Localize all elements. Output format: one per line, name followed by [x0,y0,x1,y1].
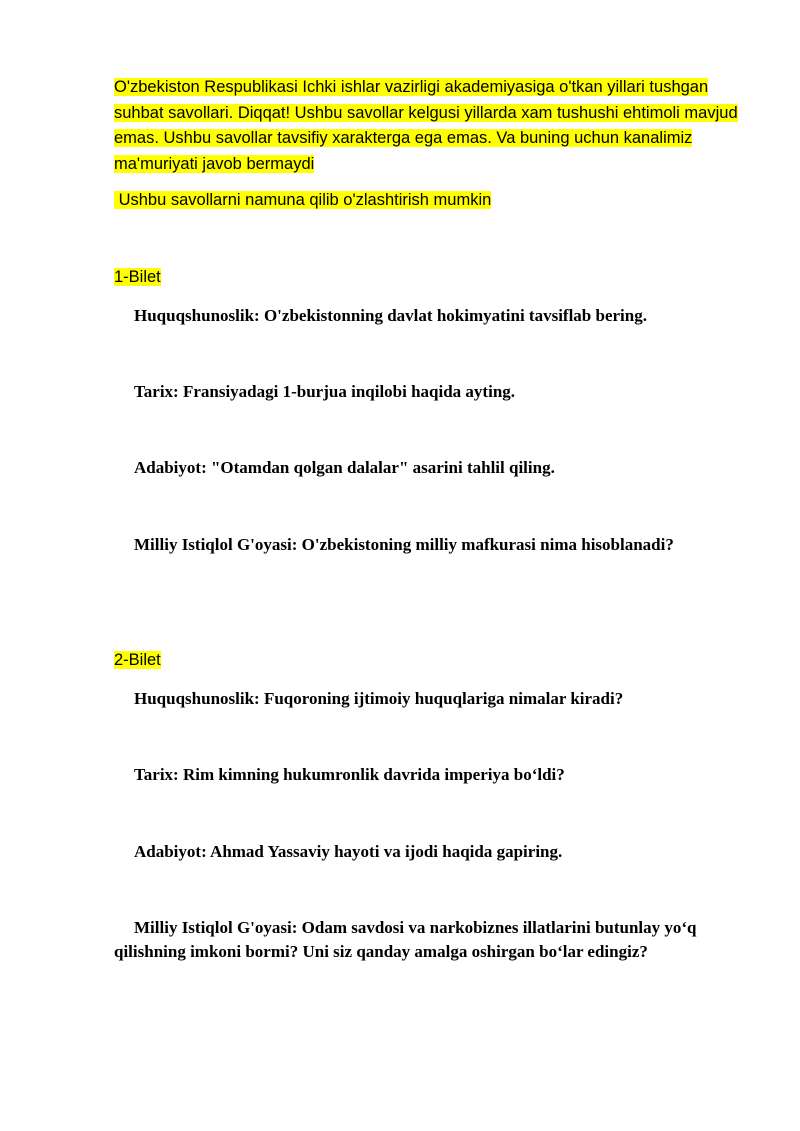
ticket-1-title-text: 1-Bilet [114,268,161,286]
intro-text: O'zbekiston Respublikasi Ichki ishlar vazirligi akademiyasiga o'tkan yillari tushgan suhbat savollari. Diqqat! Ushbu savollar kelgusi yillarda xam tushushi ehtimoli mavjud emas. Ushbu savollar tavsifiy xarakterga ega emas. Va buning uchun kanalimiz ma'muriyati javob bermaydi [114,78,738,173]
ticket-2-question-1: Huquqshunoslik: Fuqoroning ijtimoiy huquqlariga nimalar kiradi? [134,689,624,708]
ticket-1-title [114,266,161,288]
subline-text: Ushbu savollarni namuna qilib o'zlashtirish mumkin [114,191,492,209]
ticket-1-question-2: Tarix: Fransiyadagi 1-burjua inqilobi haqida ayting. [134,382,516,401]
ticket-2-question-4: Milliy Istiqlol G'oyasi: Odam savdosi va narkobiznes illatlarini butunlay yo‘q qilishning imkoni bormi? Uni siz qanday amalga oshirgan bo‘lar edingiz? [114,918,697,961]
subline-paragraph [114,189,491,211]
ticket-2-question-3: Adabiyot: Ahmad Yassaviy hayoti va ijodi haqida gapiring. [134,842,563,861]
ticket-2-title [114,649,161,671]
ticket-2-title-text: 2-Bilet [114,651,161,669]
intro-paragraph [114,75,754,177]
ticket-1-question-4: Milliy Istiqlol G'oyasi: O'zbekistoning milliy mafkurasi nima hisoblanadi? [134,535,674,554]
ticket-1-question-3: Adabiyot: "Otamdan qolgan dalalar" asarini tahlil qiling. [134,458,555,477]
ticket-1-question-1: Huquqshunoslik: O'zbekistonning davlat hokimyatini tavsiflab bering. [134,306,647,325]
ticket-2-question-2: Tarix: Rim kimning hukumronlik davrida imperiya bo‘ldi? [134,765,565,784]
